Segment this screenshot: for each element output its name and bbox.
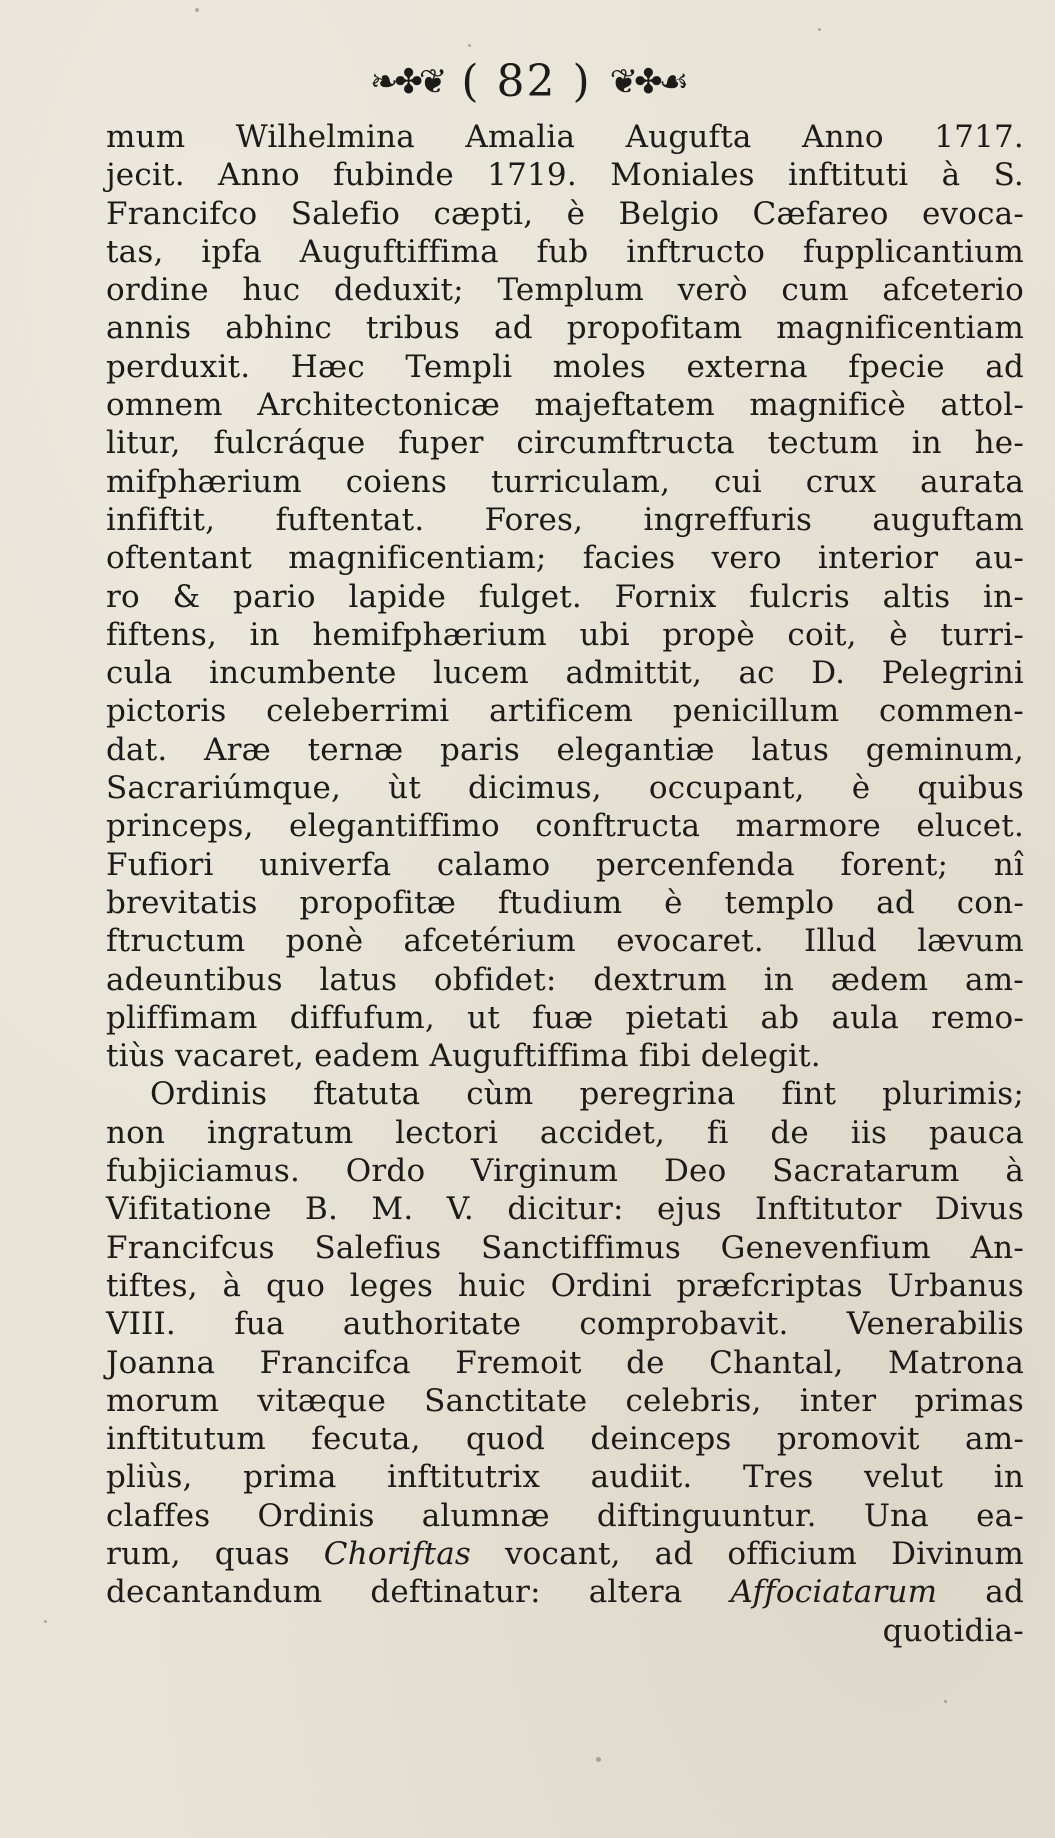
- paper-speck: [596, 1757, 601, 1762]
- text-run: rum, quas: [106, 1535, 324, 1572]
- text-line: brevitatis propofitæ ftudium è templo ad con-: [106, 884, 1024, 921]
- text-line: cula incumbente lucem admittit, ac D. Pelegrini: [106, 655, 1024, 692]
- text-line: fiftens, in hemifphærium ubi propè coit, è turri-: [106, 616, 1024, 653]
- text-line: mifphærium coiens turriculam, cui crux aurata: [106, 463, 1024, 500]
- text-run: vocant, ad officium Divinum: [471, 1535, 1024, 1572]
- text-line: Joanna Francifca Fremoit de Chantal, Matrona: [106, 1344, 1024, 1381]
- text-line: princeps, elegantiffimo conftructa marmore elucet.: [106, 808, 1024, 845]
- text-line: fubjiciamus. Ordo Virginum Deo Sacratarum à: [106, 1153, 1024, 1190]
- text-line: oftentant magnificentiam; facies vero interior au-: [106, 540, 1024, 577]
- text-line: mum Wilhelmina Amalia Augufta Anno 1717.: [106, 119, 1024, 155]
- italic-term: Affociatarum: [730, 1574, 938, 1611]
- text-line: infiftit, fuftentat. Fores, ingreffuris auguftam: [106, 501, 1024, 538]
- text-line: pliffimam diffufum, ut fuæ pietati ab aula remo-: [106, 999, 1024, 1036]
- header-ornament-right: ❦✤☙: [609, 62, 686, 102]
- text-line: inftitutum fecuta, quod deinceps promovit am-: [106, 1421, 1024, 1458]
- text-line: pictoris celeberrimi artificem penicillum commen-: [106, 693, 1024, 730]
- text-line: Francifco Salefio cæpti, è Belgio Cæfareo evoca-: [106, 195, 1024, 232]
- text-line: Francifcus Salefius Sanctiffimus Genevenfium An-: [106, 1229, 1024, 1266]
- text-line: Fufiori univerfa calamo percenfenda forent; nî: [106, 846, 1024, 883]
- text-line: litur, fulcráque fuper circumftructa tectum in he-: [106, 425, 1024, 462]
- text-line-with-italic: [106, 1535, 1024, 1573]
- text-line: claffes Ordinis alumnæ diftinguuntur. Una ea-: [106, 1497, 1024, 1534]
- text-line: annis abhinc tribus ad propofitam magnificentiam: [106, 310, 1024, 347]
- paper-speck: [44, 1620, 47, 1623]
- header-ornament-left: ❧✤❦: [369, 62, 444, 102]
- text-line: jecit. Anno fubinde 1719. Moniales inftituti à S.: [106, 157, 1024, 194]
- text-line: morum vitæque Sanctitate celebris, inter primas: [106, 1382, 1024, 1419]
- text-run: ad: [937, 1574, 1024, 1611]
- text-line-with-italic: [106, 1573, 1024, 1611]
- text-line: adeuntibus latus obfidet: dextrum in ædem am-: [106, 961, 1024, 998]
- catchword: quotidia-: [882, 1612, 1024, 1649]
- text-line: omnem Architectonicæ majeftatem magnificè attol-: [106, 387, 1024, 424]
- text-line: tiftes, à quo leges huic Ordini præfcriptas Urbanus: [106, 1267, 1024, 1304]
- paper-speck: [818, 28, 821, 31]
- paper-speck: [468, 44, 471, 47]
- text-line: ordine huc deduxit; Templum verò cum afceterio: [106, 272, 1024, 309]
- text-line: dat. Aræ ternæ paris elegantiæ latus geminum,: [106, 731, 1024, 768]
- text-line: tas, ipfa Auguftiffima fub inftructo fupplicantium: [106, 233, 1024, 270]
- text-line: ro & pario lapide fulget. Fornix fulcris altis in-: [106, 578, 1024, 615]
- body-text: [106, 118, 1024, 1650]
- italic-term: Choriftas: [323, 1535, 471, 1572]
- text-line: pliùs, prima inftitutrix audiit. Tres velut in: [106, 1459, 1024, 1496]
- paragraph-last-line: tiùs vacaret, eadem Auguftiffima fibi delegit.: [106, 1038, 821, 1075]
- text-line: non ingratum lectori accidet, fi de iis pauca: [106, 1114, 1024, 1151]
- page-header: [0, 52, 1055, 112]
- text-line: VIII. fua authoritate comprobavit. Venerabilis: [106, 1306, 1024, 1343]
- paper-speck: [195, 8, 199, 12]
- text-line: perduxit. Hæc Templi moles externa fpecie ad: [106, 348, 1024, 385]
- text-line: Vifitatione B. M. V. dicitur: ejus Inftitutor Divus: [106, 1191, 1024, 1228]
- page-number: ( 82 ): [461, 56, 592, 107]
- paragraph-first-line: Ordinis ftatuta cùm peregrina fint plurimis;: [150, 1076, 1024, 1113]
- text-line: Sacrariúmque, ùt dicimus, occupant, è quibus: [106, 770, 1024, 807]
- paper-speck: [944, 1700, 947, 1703]
- text-run: decantandum deftinatur: altera: [106, 1574, 731, 1611]
- text-line: ftructum ponè afcetérium evocaret. Illud lævum: [106, 923, 1024, 960]
